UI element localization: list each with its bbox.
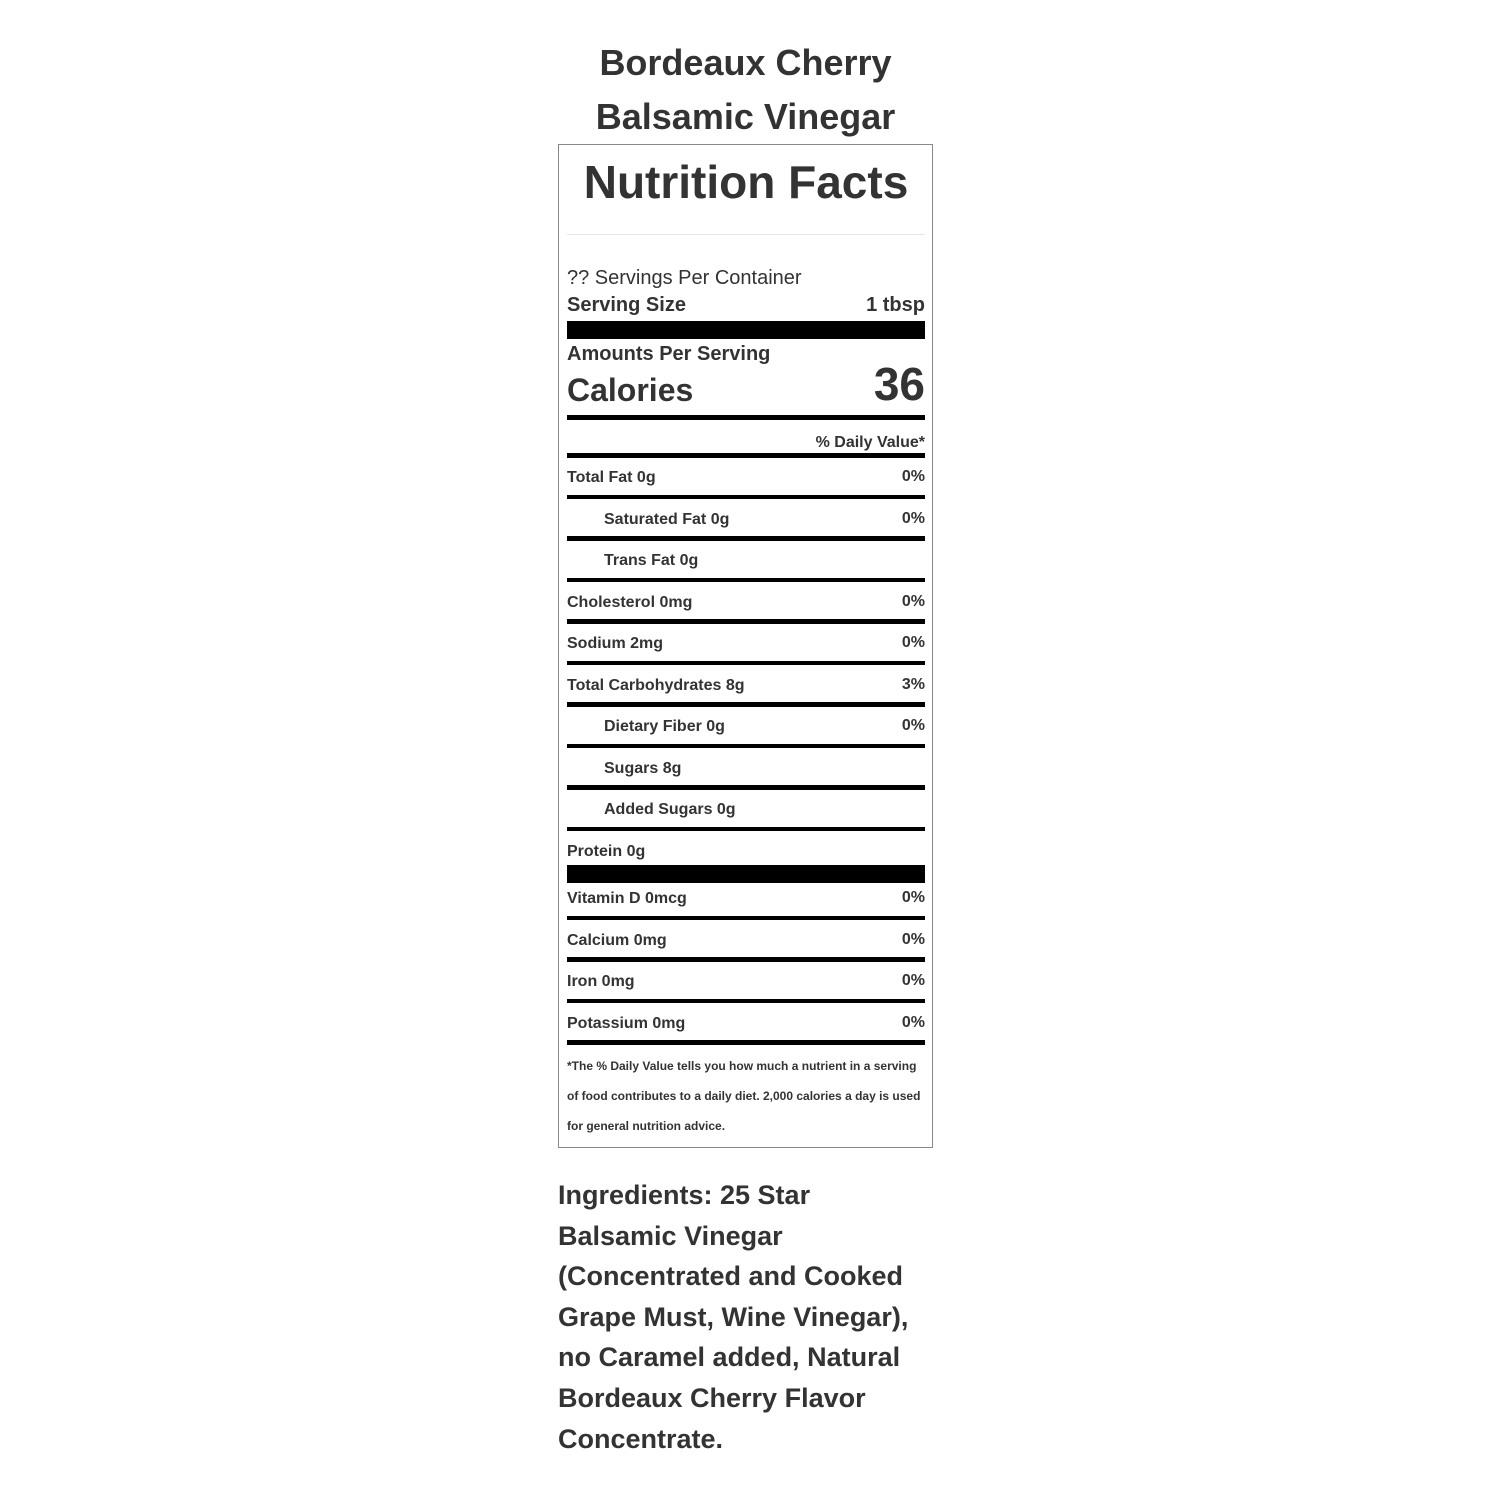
serving-size-label: Serving Size: [567, 294, 686, 316]
nutrition-label: [558, 144, 933, 1148]
serving-size-value: 1 tbsp: [866, 294, 925, 316]
vitamin-name: Iron 0mg: [567, 973, 635, 990]
vitamin-row-calcium: [567, 929, 925, 953]
product-title-line-2: Balsamic Vinegar: [595, 96, 896, 137]
row-divider: [567, 578, 925, 582]
row-divider: [567, 1040, 925, 1045]
nutrient-name: Sodium 2mg: [567, 635, 664, 652]
nutrient-daily-value: 0%: [901, 468, 925, 485]
nutrient-name: Protein 0g: [567, 843, 646, 860]
row-divider: [567, 785, 925, 790]
nutrient-row-dietary-fiber: [567, 715, 925, 739]
nutrient-name: Saturated Fat 0g: [604, 511, 730, 528]
row-divider: [567, 495, 925, 499]
nutrient-name: Total Fat 0g: [567, 469, 656, 486]
calories-label: Calories: [567, 372, 694, 408]
vitamin-daily-value: 0%: [901, 972, 925, 989]
ingredients-text: Ingredients: 25 Star Balsamic Vinegar (Concentrated and Cooked Grape Must, Wine Vinegar), no Caramel added, Natural Bordeaux Cherry Flavor Concentrate.: [558, 1180, 909, 1454]
nutrition-facts-heading: Nutrition Facts: [583, 156, 909, 208]
row-divider: [567, 702, 925, 707]
nutrient-daily-value: 0%: [901, 510, 925, 527]
nutrient-row-protein: [567, 840, 925, 864]
nutrient-daily-value: 0%: [901, 634, 925, 651]
nutrient-row-sodium: [567, 632, 925, 656]
nutrient-row-saturated-fat: [567, 508, 925, 532]
nutrient-name: Total Carbohydrates 8g: [567, 677, 745, 694]
row-divider: [567, 619, 925, 624]
vitamin-name: Potassium 0mg: [567, 1015, 686, 1032]
vitamin-row-iron: [567, 970, 925, 994]
daily-value-divider: [567, 453, 925, 458]
row-divider: [567, 827, 925, 831]
nutrient-row-sugars: [567, 757, 925, 781]
amounts-per-serving: Amounts Per Serving: [567, 343, 771, 365]
nutrient-name: Trans Fat 0g: [604, 552, 699, 569]
vitamin-daily-value: 0%: [901, 1014, 925, 1031]
calories-value: 36: [873, 358, 925, 410]
thick-divider: [567, 321, 925, 339]
nutrient-row-cholesterol: [567, 591, 925, 615]
row-divider: [567, 536, 925, 541]
row-divider: [567, 957, 925, 962]
row-divider: [567, 661, 925, 665]
vitamin-daily-value: 0%: [901, 931, 925, 948]
product-title-line-1: Bordeaux Cherry: [599, 42, 892, 83]
nutrient-row-total-fat: [567, 466, 925, 490]
nutrient-daily-value: 3%: [901, 676, 925, 693]
nutrient-name: Dietary Fiber 0g: [604, 718, 725, 735]
daily-value-footnote: *The % Daily Value tells you how much a nutrient in a serving of food contributes to a daily diet. 2,000 calories a day is used for general nutrition advice.: [567, 1059, 921, 1133]
serving-size-row: [567, 292, 925, 318]
calories-divider: [567, 415, 925, 420]
nutrient-daily-value: 0%: [901, 717, 925, 734]
vitamin-name: Calcium 0mg: [567, 932, 667, 949]
nutrient-row-total-carbohydrates: [567, 674, 925, 698]
daily-value-header: % Daily Value*: [815, 434, 925, 451]
vitamin-name: Vitamin D 0mcg: [567, 890, 687, 907]
nutrient-row-added-sugars: [567, 798, 925, 822]
heading-divider: [567, 234, 925, 235]
vitamin-daily-value: 0%: [901, 889, 925, 906]
thick-divider: [567, 865, 925, 883]
product-title: [558, 36, 933, 144]
nutrient-name: Added Sugars 0g: [604, 801, 736, 818]
nutrient-daily-value: 0%: [901, 593, 925, 610]
nutrient-name: Sugars 8g: [604, 760, 682, 777]
row-divider: [567, 999, 925, 1003]
nutrient-row-trans-fat: [567, 549, 925, 573]
nutrient-name: Cholesterol 0mg: [567, 594, 693, 611]
vitamin-row-vitamin-d: [567, 887, 925, 911]
servings-per-container: ?? Servings Per Container: [567, 267, 802, 289]
vitamin-row-potassium: [567, 1012, 925, 1036]
row-divider: [567, 916, 925, 920]
row-divider: [567, 744, 925, 748]
